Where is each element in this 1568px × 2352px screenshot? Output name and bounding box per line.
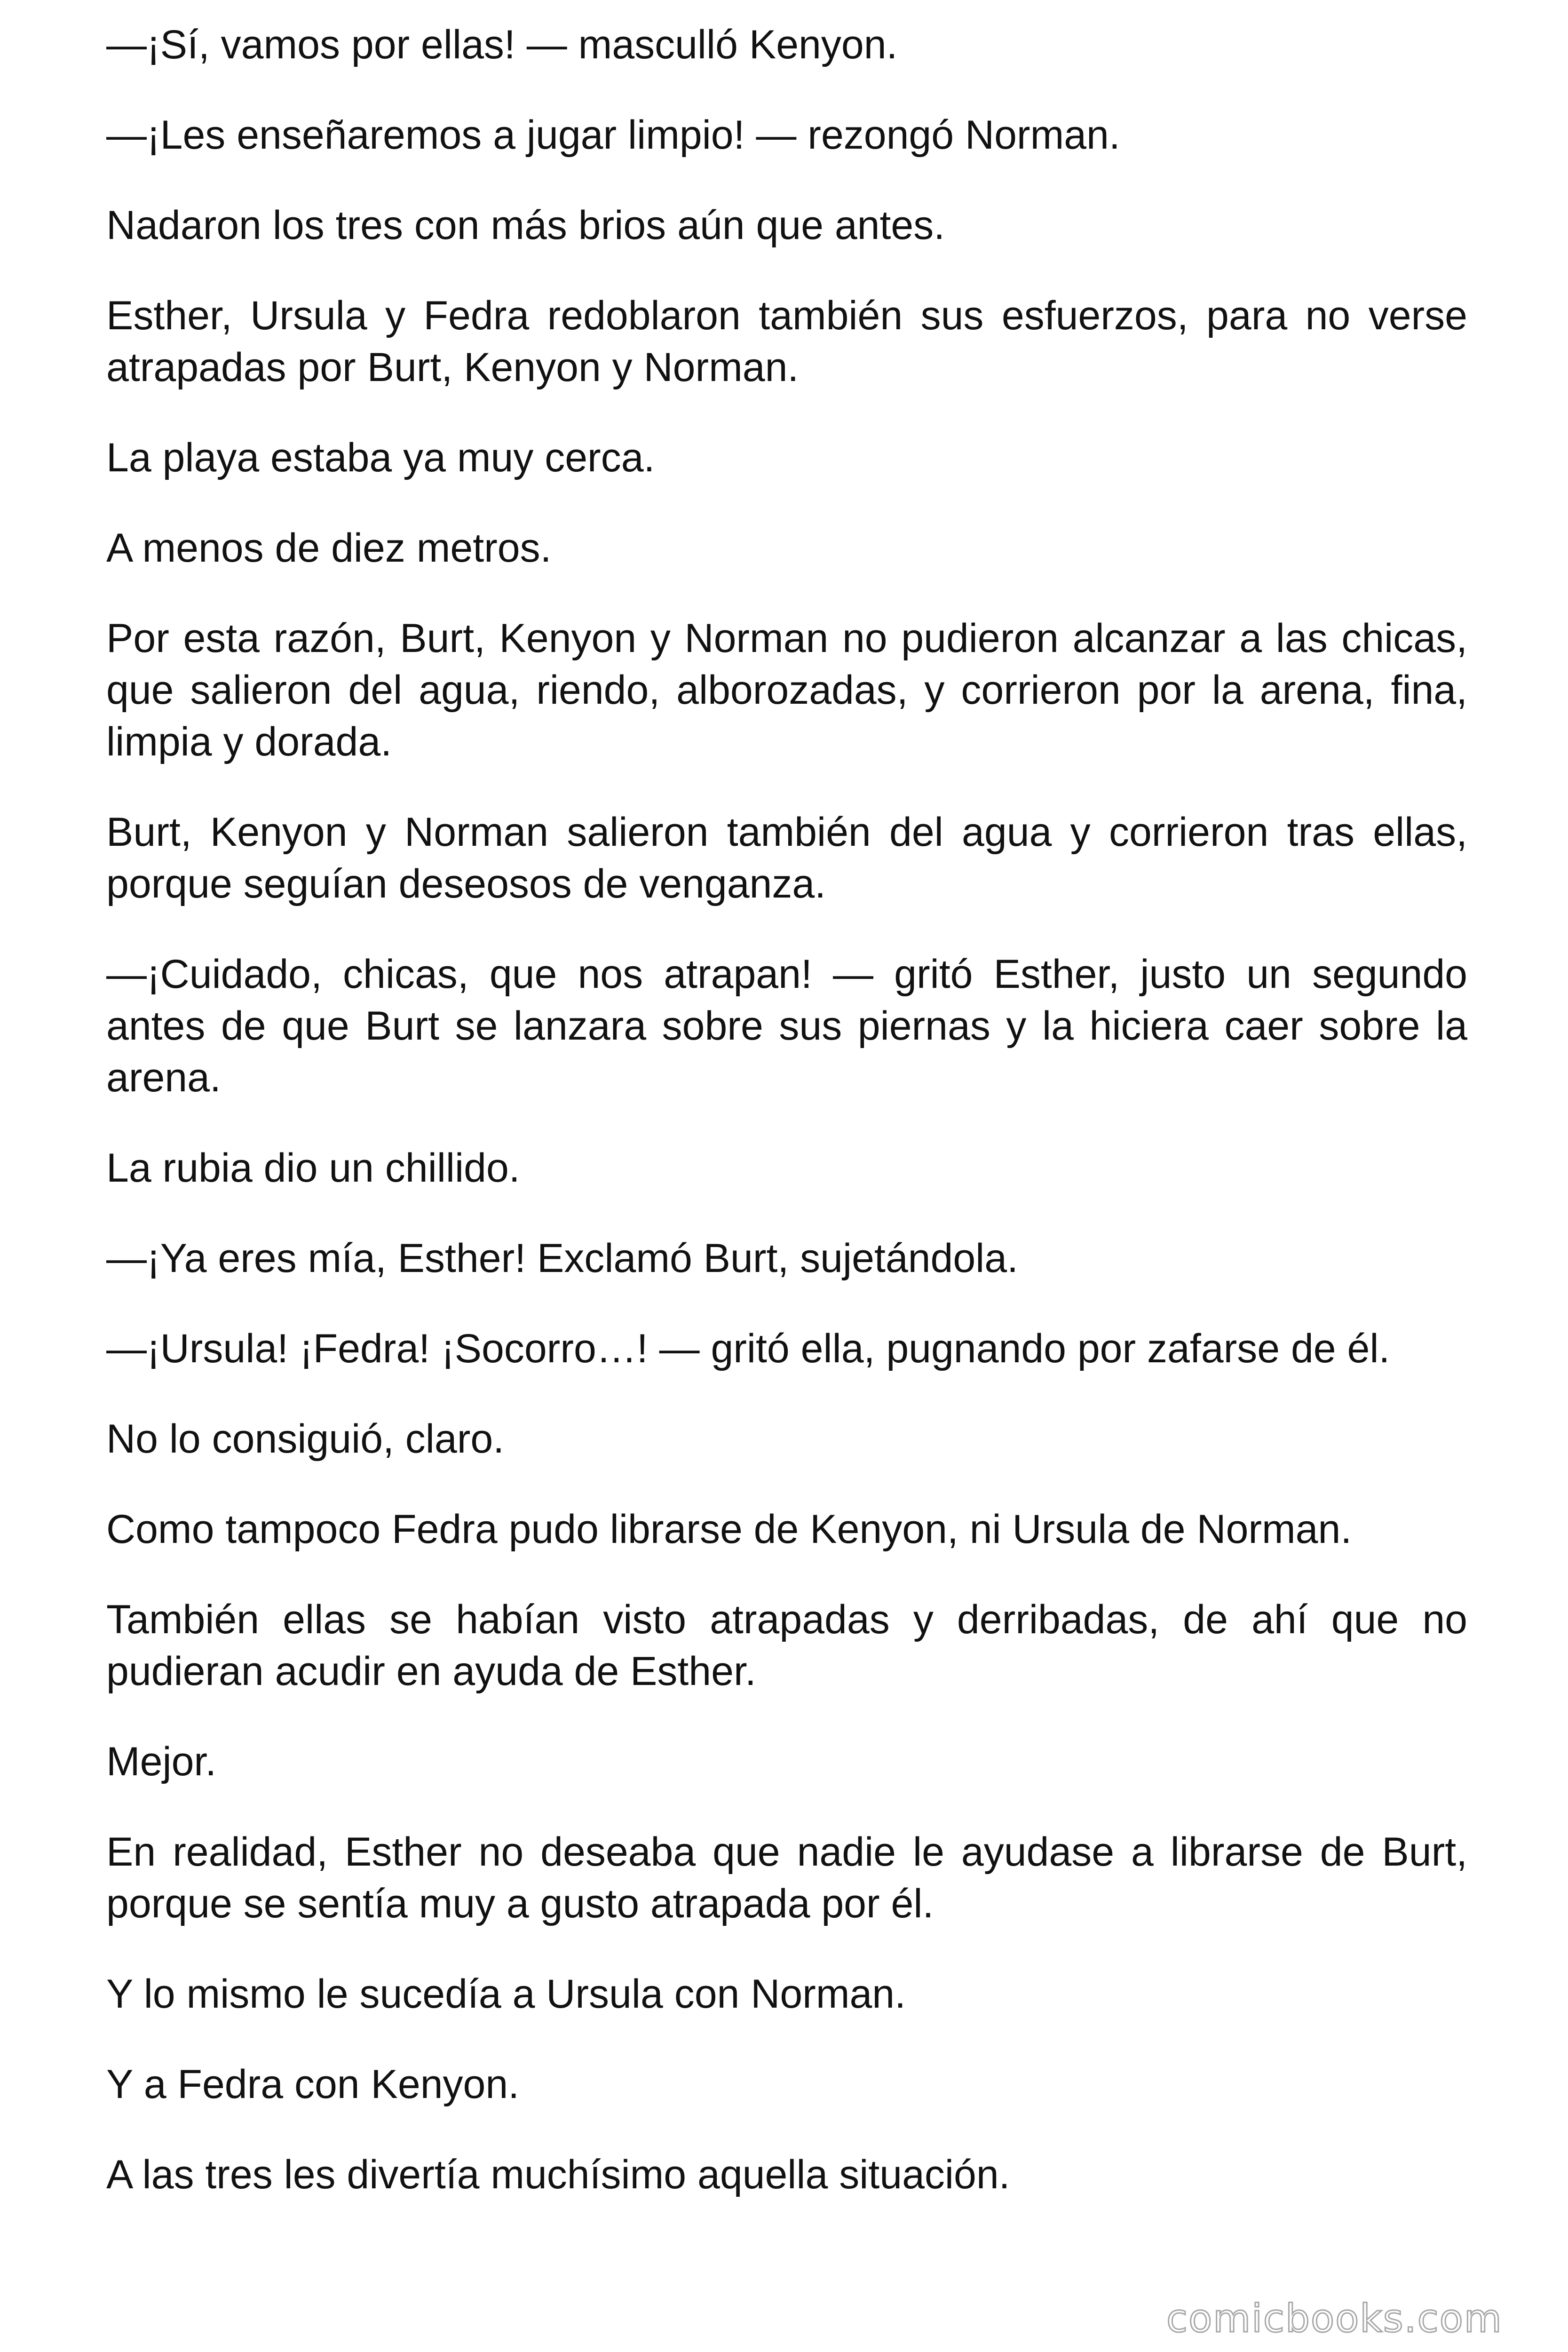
paragraph: Como tampoco Fedra pudo librarse de Kenyon, ni Ursula de Norman. [106,1507,1352,1552]
paragraph: La rubia dio un chillido. [106,1145,520,1191]
paragraph: Y a Fedra con Kenyon. [106,2062,520,2107]
paragraph: —¡Ya eres mía, Esther! Exclamó Burt, sujetándola. [106,1236,1018,1281]
paragraph: —¡Les enseñaremos a jugar limpio! — rezongó Norman. [106,112,1120,158]
paragraph: A menos de diez metros. [106,525,552,571]
paragraph: A las tres les divertía muchísimo aquella situación. [106,2152,1010,2197]
watermark: comicbooks.com [1166,2296,1503,2341]
paragraph: Mejor. [106,1739,217,1784]
paragraph: Esther, Ursula y Fedra redoblaron también sus esfuerzos, para no verse atrapadas por Burt, Kenyon y Norman. [106,293,1467,390]
paragraph: —¡Cuidado, chicas, que nos atrapan! — gritó Esther, justo un segundo antes de que Burt se lanzara sobre sus piernas y la hiciera caer sobre la arena. [106,952,1467,1100]
paragraph: —¡Ursula! ¡Fedra! ¡Socorro…! — gritó ella, pugnando por zafarse de él. [106,1326,1390,1371]
paragraph: Nadaron los tres con más brios aún que antes. [106,203,945,248]
document-body [106,19,1467,2239]
paragraph: También ellas se habían visto atrapadas y derribadas, de ahí que no pudieran acudir en ayuda de Esther. [106,1597,1467,1694]
paragraph: La playa estaba ya muy cerca. [106,435,655,480]
paragraph: Y lo mismo le sucedía a Ursula con Norman. [106,1971,906,2017]
paragraph: No lo consiguió, claro. [106,1416,505,1462]
paragraph: Burt, Kenyon y Norman salieron también del agua y corrieron tras ellas, porque seguían deseosos de venganza. [106,810,1467,906]
paragraph: En realidad, Esther no deseaba que nadie le ayudase a librarse de Burt, porque se sentía muy a gusto atrapada por él. [106,1829,1467,1926]
paragraph: —¡Sí, vamos por ellas! — masculló Kenyon. [106,22,898,67]
paragraph: Por esta razón, Burt, Kenyon y Norman no pudieron alcanzar a las chicas, que salieron del agua, riendo, alborozadas, y corrieron por la arena, fina, limpia y dorada. [106,616,1467,764]
